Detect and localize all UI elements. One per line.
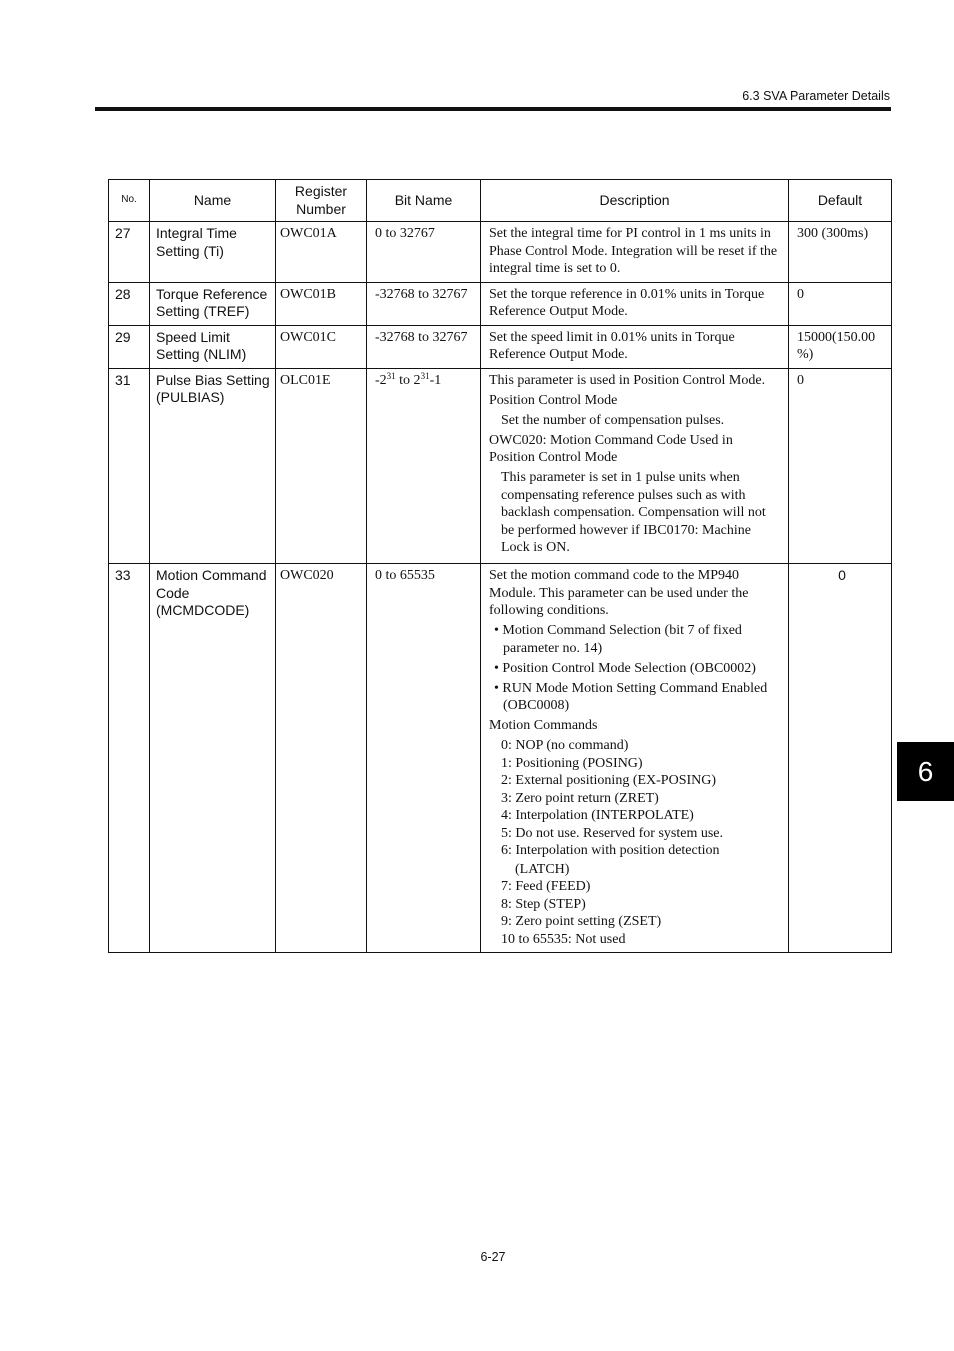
table-row [109,564,892,953]
motion-command-item: 6: Interpolation with position detection [501,843,720,858]
row-no: 29 [109,325,150,368]
row-register: OWC01B [276,282,367,325]
row-default: 0 [789,368,892,564]
motion-command-item: 8: Step (STEP) [501,896,586,912]
row-default: 300 (300ms) [789,222,892,283]
desc-indented: Set the number of compensation pulses. [501,412,725,428]
desc-indented: This parameter is set in 1 pulse units when compensating reference pulses such as with backlash compensation. Compensation will not be performed however if IBC0170: Machine Lock is ON. [501,470,766,555]
row-name: Pulse Bias Setting (PULBIAS) [150,368,276,564]
page-number: 6-27 [480,1250,506,1264]
range-base-min: -2 [375,372,387,388]
row-register: OWC020 [276,564,367,953]
row-no: 28 [109,282,150,325]
desc-bullet: • Position Control Mode Selection (OBC0002) [494,660,756,676]
range-exp-max: 31 [420,370,430,381]
row-bit-name: 0 to 65535 [367,564,481,953]
section-header: 6.3 SVA Parameter Details [742,89,890,103]
row-register: OLC01E [276,368,367,564]
desc-paragraph: Position Control Mode [489,392,618,408]
header-name: Name [150,180,276,222]
row-name: Speed Limit Setting (NLIM) [150,325,276,368]
row-default: 15000(150.00 %) [789,325,892,368]
motion-command-item: 2: External positioning (EX-POSING) [501,773,717,788]
row-no: 27 [109,222,150,283]
table-row [109,222,892,283]
desc-paragraph: This parameter is used in Position Control Mode. [489,372,766,388]
header-description: Description [481,180,789,222]
table-row [109,368,892,564]
row-default: 0 [789,282,892,325]
row-bit-name: -32768 to 32767 [367,325,481,368]
row-default: 0 [789,564,892,953]
motion-command-item: 1: Positioning (POSING) [501,755,643,771]
header-register-number: Register Number [276,180,367,222]
row-bit-name: 0 to 32767 [367,222,481,283]
row-no: 33 [109,564,150,953]
row-name: Integral Time Setting (Ti) [150,222,276,283]
row-description [481,564,789,953]
range-exp-min: 31 [386,370,396,381]
row-name: Motion Command Code (MCMDCODE) [150,564,276,953]
motion-command-item: 7: Feed (FEED) [501,879,591,894]
desc-bullet: • Motion Command Selection (bit 7 of fixed parameter no. 14) [494,623,742,656]
row-name: Torque Reference Setting (TREF) [150,282,276,325]
motion-command-item: 5: Do not use. Reserved for system use. [501,825,724,841]
header-no: No. [109,180,150,222]
parameter-table [108,179,892,953]
motion-command-item-continued: (LATCH) [515,861,570,877]
row-bit-name: -32768 to 32767 [367,282,481,325]
motion-command-item: 10 to 65535: Not used [501,931,626,947]
header-bit-name: Bit Name [367,180,481,222]
row-description [481,368,789,564]
desc-bullet: • RUN Mode Motion Setting Command Enabled (OBC0008) [494,680,768,713]
motion-command-item: 3: Zero point return (ZRET) [501,790,659,806]
row-description: Set the speed limit in 0.01% units in Torque Reference Output Mode. [481,325,789,368]
table-header-row [109,180,892,222]
range-mid: to 2 [395,372,421,388]
desc-paragraph: Set the motion command code to the MP940 Module. This parameter can be used under the following conditions. [489,568,749,618]
table-row [109,282,892,325]
header-default: Default [789,180,892,222]
motion-command-item: 0: NOP (no command) [501,738,629,753]
row-description: Set the torque reference in 0.01% units in Torque Reference Output Mode. [481,282,789,325]
row-description: Set the integral time for PI control in 1 ms units in Phase Control Mode. Integration will be reset if the integral time is set to 0. [481,222,789,283]
row-bit-name [367,368,481,564]
chapter-tab: 6 [897,742,954,801]
motion-command-item: 4: Interpolation (INTERPOLATE) [501,808,694,823]
header-rule [95,107,891,111]
motion-command-item: 9: Zero point setting (ZSET) [501,914,662,929]
row-no: 31 [109,368,150,564]
row-register: OWC01C [276,325,367,368]
motion-commands-title: Motion Commands [489,718,598,733]
row-register: OWC01A [276,222,367,283]
range-tail: -1 [429,372,442,388]
table-row [109,325,892,368]
desc-paragraph: OWC020: Motion Command Code Used in Position Control Mode [489,432,733,465]
